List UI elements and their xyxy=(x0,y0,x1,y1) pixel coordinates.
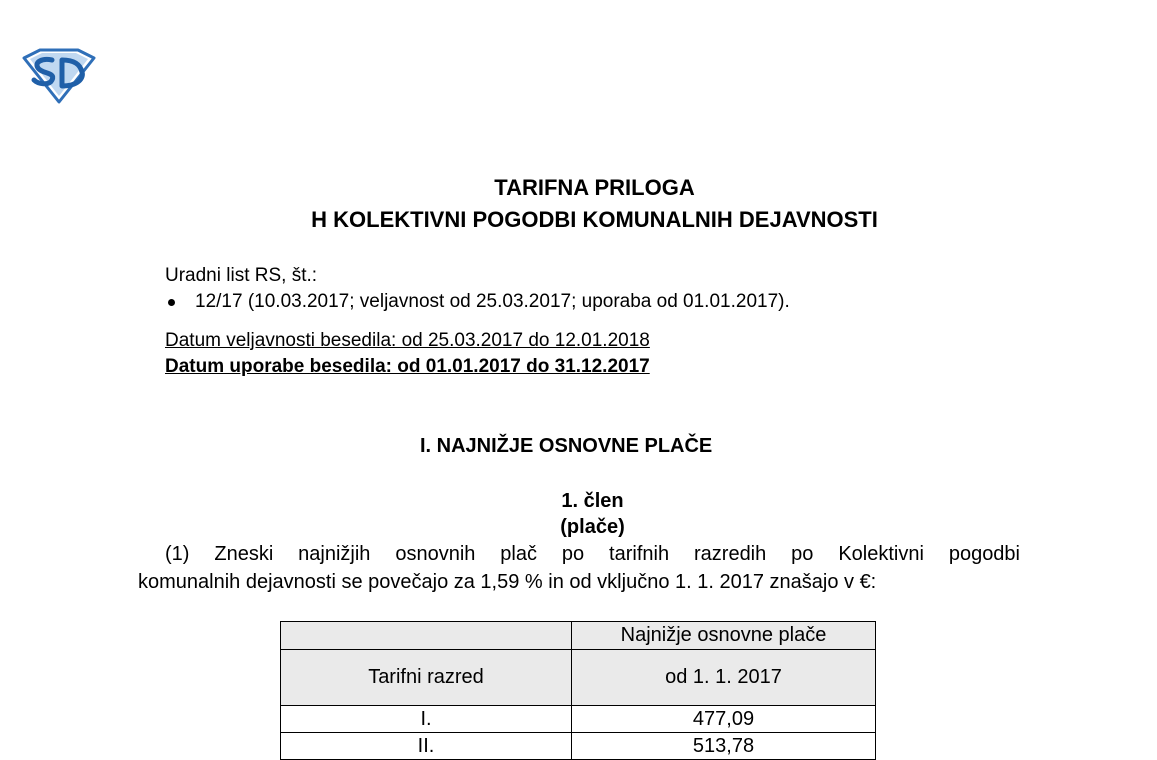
table-row xyxy=(281,706,876,733)
sd-logo-icon xyxy=(22,48,96,104)
gazette-item-text: 12/17 (10.03.2017; veljavnost od 25.03.2017; uporaba od 01.01.2017). xyxy=(195,291,790,312)
table-header-class: Tarifni razred xyxy=(281,650,572,706)
article-subtitle: (plače) xyxy=(560,516,625,538)
table-cell-wage: 513,78 xyxy=(572,733,876,760)
gazette-item xyxy=(165,289,790,315)
bullet-icon xyxy=(168,299,175,306)
wage-table xyxy=(280,621,876,760)
paragraph-line-1: (1) Zneski najnižjih osnovnih plač po tarifnih razredih po Kolektivni pogodbi xyxy=(165,543,1020,565)
document-title: TARIFNA PRILOGA xyxy=(494,175,695,200)
table-row xyxy=(281,733,876,760)
article-number: 1. člen xyxy=(561,490,624,512)
paragraph-line-2: komunalnih dejavnosti se povečajo za 1,59 % in od vključno 1. 1. 2017 znašajo v €: xyxy=(138,571,877,593)
section-title: I. NAJNIŽJE OSNOVNE PLAČE xyxy=(420,435,713,457)
table-cell-class: I. xyxy=(281,706,572,733)
table-header-top: Najnižje osnovne plače xyxy=(572,622,876,650)
document-subtitle: H KOLEKTIVNI POGODBI KOMUNALNIH DEJAVNOSTI xyxy=(311,207,878,232)
table-header-empty xyxy=(281,622,572,650)
table-header-date: od 1. 1. 2017 xyxy=(572,650,876,706)
table-cell-class: II. xyxy=(281,733,572,760)
table-cell-wage: 477,09 xyxy=(572,706,876,733)
paragraph xyxy=(138,540,1020,596)
gazette-label: Uradni list RS, št.: xyxy=(165,265,318,286)
usage-date: Datum uporabe besedila: od 01.01.2017 do 31.12.2017 xyxy=(165,356,650,377)
validity-date: Datum veljavnosti besedila: od 25.03.2017 do 12.01.2018 xyxy=(165,330,650,351)
